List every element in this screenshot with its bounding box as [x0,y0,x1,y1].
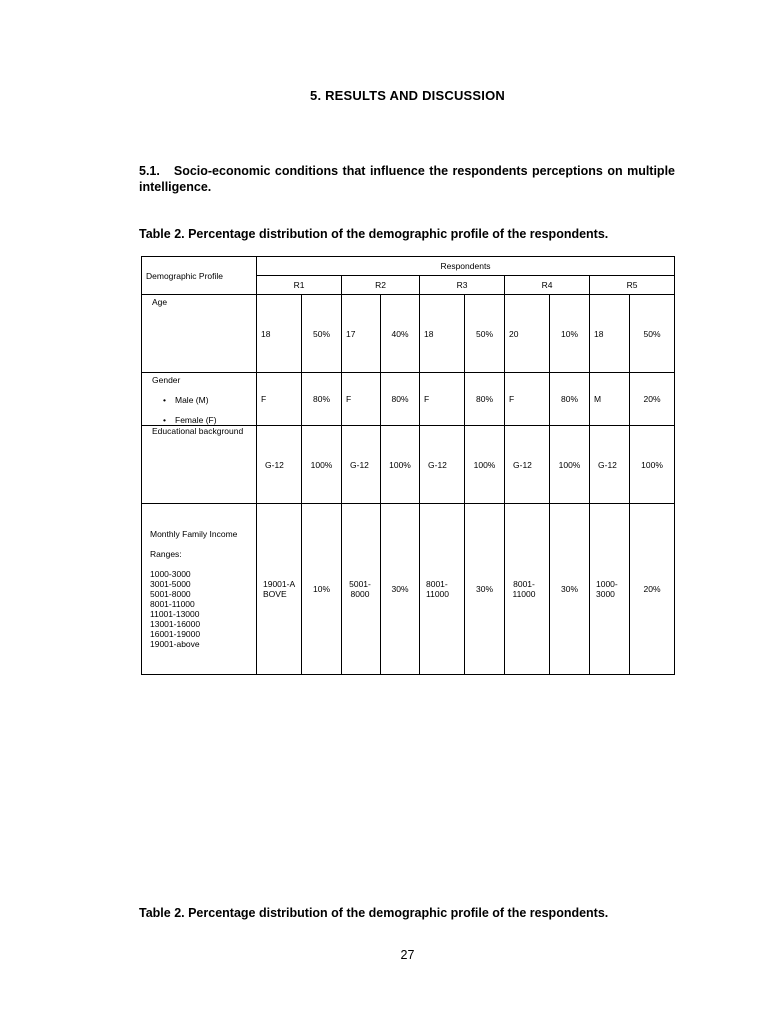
income-value: 8001-11000 [505,504,550,675]
income-percent: 30% [465,504,505,675]
respondent-header: R2 [342,276,420,295]
gender-percent: 80% [550,373,590,426]
gender-value: F [420,373,465,426]
gender-percent: 80% [465,373,505,426]
age-percent: 50% [302,295,342,373]
table-row-gender [142,373,675,426]
table-caption: Table 2. Percentage distribution of the demographic profile of the respondents. [139,227,609,241]
respondent-header: R1 [257,276,342,295]
gender-label: Gender [152,375,181,385]
gender-value: F [505,373,550,426]
education-label: Educational background [142,426,257,504]
income-label: Monthly Family Income [150,529,238,539]
income-value: 19001-ABOVE [257,504,302,675]
education-percent: 100% [465,426,505,504]
section-number: 5.1. [139,164,160,178]
page-number: 27 [400,948,415,962]
table-row-education [142,426,675,504]
income-ranges-label: Ranges: [150,549,182,559]
income-range: 11001-13000 [150,609,200,619]
income-range: 19001-above [150,639,200,649]
gender-value: F [257,373,302,426]
education-percent: 100% [550,426,590,504]
table-caption-repeat: Table 2. Percentage distribution of the demographic profile of the respondents. [139,906,609,920]
corner-label: Demographic Profile [142,257,257,295]
income-percent: 20% [630,504,675,675]
respondents-header: Respondents [257,257,675,276]
income-range: 16001-19000 [150,629,201,639]
income-value: 1000-3000 [590,504,630,675]
gender-option-male: • Male (M) [152,395,252,405]
demographic-table [141,256,675,675]
income-value: 8001-11000 [420,504,465,675]
education-value: G-12 [257,426,302,504]
section-heading [139,163,675,195]
education-percent: 100% [630,426,675,504]
gender-percent: 80% [381,373,420,426]
respondent-header: R3 [420,276,505,295]
age-percent: 40% [381,295,420,373]
education-percent: 100% [302,426,342,504]
table-row-income [142,504,675,675]
income-range: 13001-16000 [150,619,201,629]
education-percent: 100% [381,426,420,504]
age-percent: 50% [465,295,505,373]
gender-percent: 80% [302,373,342,426]
income-range: 5001-8000 [150,589,191,599]
income-cell [142,504,257,675]
income-percent: 10% [302,504,342,675]
age-value: 18 [257,295,302,373]
income-range: 8001-11000 [150,599,195,609]
respondent-header: R4 [505,276,590,295]
page-heading: 5. RESULTS AND DISCUSSION [310,88,505,103]
age-value: 20 [505,295,550,373]
table-row-age [142,295,675,373]
age-percent: 10% [550,295,590,373]
income-percent: 30% [381,504,420,675]
income-range: 3001-5000 [150,579,191,589]
gender-value: M [590,373,630,426]
income-ranges-list [150,569,252,649]
age-label: Age [142,295,257,373]
gender-option-female: • Female (F) [152,415,252,425]
education-value: G-12 [342,426,381,504]
respondent-header: R5 [590,276,675,295]
gender-value: F [342,373,381,426]
age-value: 18 [420,295,465,373]
age-percent: 50% [630,295,675,373]
income-percent: 30% [550,504,590,675]
education-value: G-12 [590,426,630,504]
section-title: Socio-economic conditions that influence the respondents perceptions on multiple intelligence. [139,164,675,194]
gender-cell [142,373,257,426]
gender-percent: 20% [630,373,675,426]
income-range: 1000-3000 [150,569,191,579]
education-value: G-12 [505,426,550,504]
age-value: 18 [590,295,630,373]
income-value: 5001-8000 [342,504,381,675]
education-value: G-12 [420,426,465,504]
age-value: 17 [342,295,381,373]
